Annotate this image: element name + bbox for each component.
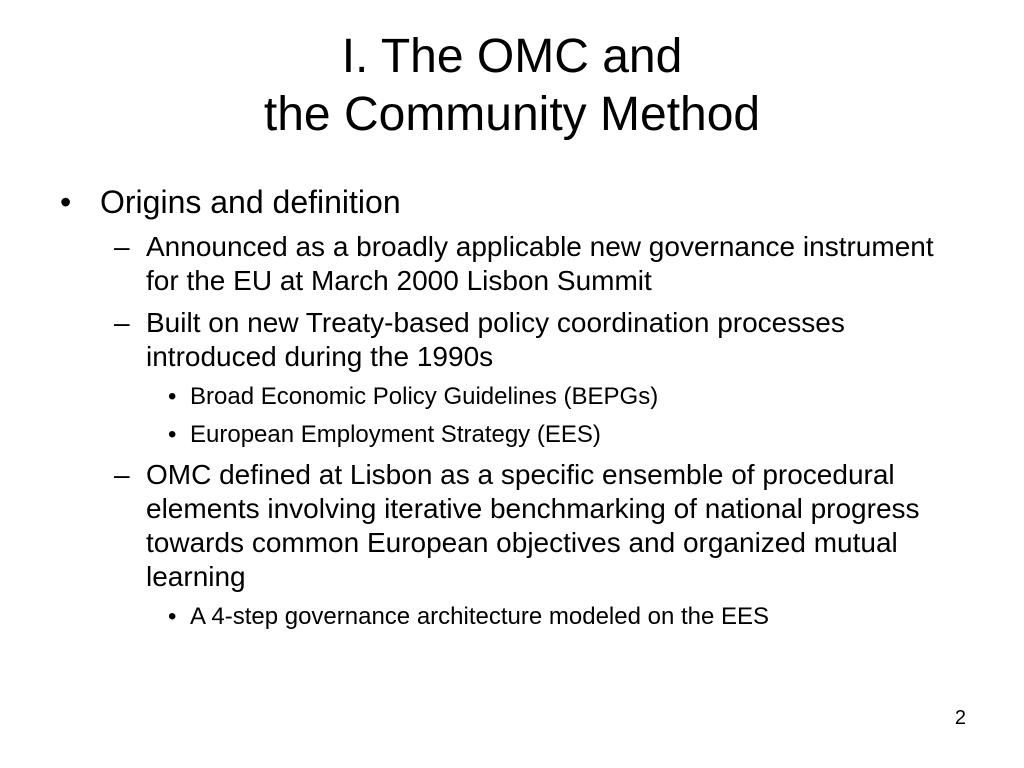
bullet-origins — [60, 182, 980, 222]
subbullet-built-on — [114, 306, 966, 374]
subsubbullet-text: European Employment Strategy (EES) — [190, 421, 601, 448]
page-number: 2 — [954, 707, 966, 729]
subbullet-text: OMC defined at Lisbon as a specific ensemble of procedural elements involving iterative benchmarking of national progress towards common European objectives and organized mutual learning — [146, 459, 920, 592]
dot-marker: • — [168, 421, 177, 448]
dash-marker: – — [114, 307, 130, 338]
title-line-1: I. The OMC and — [341, 30, 683, 83]
subbullet-text: Built on new Treaty-based policy coordination processes introduced during the 1990s — [146, 307, 845, 372]
subsubbullet-architecture — [168, 602, 960, 632]
dot-marker: • — [168, 603, 177, 630]
subbullet-omc-defined — [114, 458, 966, 594]
subbullet-announced — [114, 230, 966, 298]
subsubbullet-ees — [168, 420, 960, 450]
subsubbullet-bepgs — [168, 382, 960, 412]
bullet-text: Origins and definition — [100, 184, 401, 220]
dash-marker: – — [114, 459, 130, 490]
slide-body — [60, 182, 980, 632]
dot-marker: • — [168, 383, 177, 410]
subsubbullet-text: A 4-step governance architecture modeled on the EES — [190, 603, 770, 630]
title-line-2: the Community Method — [263, 88, 761, 141]
dash-marker: – — [114, 231, 130, 262]
bullet-marker: • — [60, 184, 72, 220]
subbullet-text: Announced as a broadly applicable new governance instrument for the EU at March 2000 Lisbon Summit — [146, 231, 934, 296]
subsubbullet-text: Broad Economic Policy Guidelines (BEPGs) — [190, 383, 659, 410]
slide-title — [0, 28, 1024, 144]
